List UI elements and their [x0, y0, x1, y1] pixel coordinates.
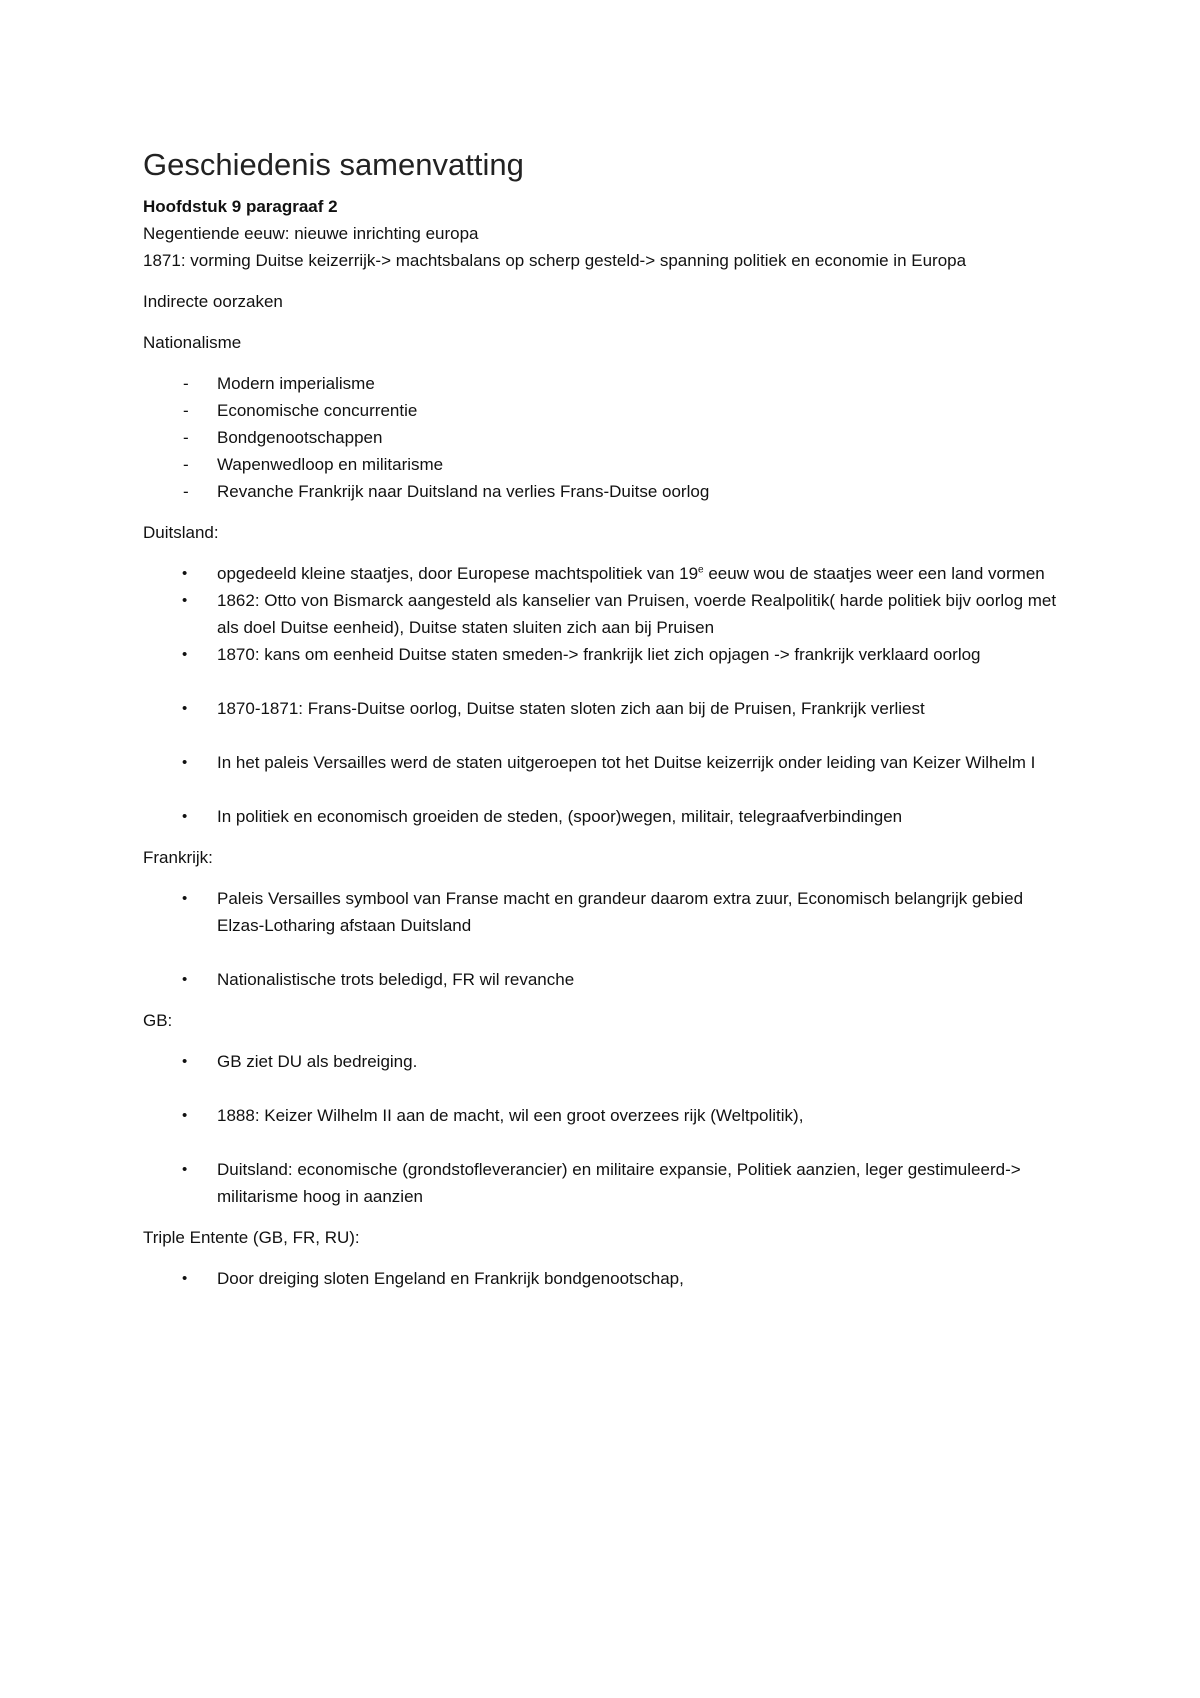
bullet-marker: •	[182, 808, 188, 825]
list-item: • opgedeeld kleine staatjes, door Europese machtspolitiek van 19e eeuw wou de staatjes weer een land vormen	[143, 560, 1063, 587]
list-item: • 1870: kans om eenheid Duitse staten smeden-> frankrijk liet zich opjagen -> frankrijk verklaard oorlog	[143, 641, 1063, 668]
list-item: - Revanche Frankrijk naar Duitsland na verlies Frans-Duitse oorlog	[143, 478, 1063, 505]
dash-list	[143, 370, 1063, 505]
list-item: • 1888: Keizer Wilhelm II aan de macht, wil een groot overzees rijk (Weltpolitik),	[143, 1102, 1063, 1129]
list-item: - Economische concurrentie	[143, 397, 1063, 424]
dash-marker: -	[183, 482, 189, 501]
chapter-subtitle: Hoofdstuk 9 paragraaf 2	[143, 197, 338, 216]
heading-nationalisme: Nationalisme	[143, 333, 242, 352]
list-item: • 1862: Otto von Bismarck aangesteld als kanselier van Pruisen, voerde Realpolitik( harde politiek bijv oorlog met als doel Duitse eenheid), Duitse staten sluiten zich aan bij Pruisen	[143, 587, 1063, 641]
bullet-marker: •	[182, 754, 188, 771]
list-item: - Wapenwedloop en militarisme	[143, 451, 1063, 478]
document-page	[143, 143, 1063, 1292]
bullet-marker: •	[182, 700, 188, 717]
dash-marker: -	[183, 401, 189, 420]
bullet-marker: •	[182, 1270, 188, 1287]
heading-frankrijk: Frankrijk:	[143, 848, 213, 867]
bullet-marker: •	[182, 971, 188, 988]
dash-marker: -	[183, 455, 189, 474]
heading-duitsland: Duitsland:	[143, 523, 219, 542]
list-item: • Door dreiging sloten Engeland en Frankrijk bondgenootschap,	[143, 1265, 1063, 1292]
intro-line-2: 1871: vorming Duitse keizerrijk-> machtsbalans op scherp gesteld-> spanning politiek en economie in Europa	[143, 251, 967, 270]
list-item: • In het paleis Versailles werd de staten uitgeroepen tot het Duitse keizerrijk onder leiding van Keizer Wilhelm I	[143, 749, 1063, 776]
list-item: • Duitsland: economische (grondstofleverancier) en militaire expansie, Politiek aanzien, leger gestimuleerd-> militarisme hoog in aanzien	[143, 1156, 1063, 1210]
list-item: - Bondgenootschappen	[143, 424, 1063, 451]
triple-entente-list	[143, 1265, 1063, 1292]
document-title: Geschiedenis samenvatting	[143, 147, 524, 182]
list-item: • Nationalistische trots beledigd, FR wil revanche	[143, 966, 1063, 993]
heading-indirecte-oorzaken: Indirecte oorzaken	[143, 292, 283, 311]
list-item: • 1870-1871: Frans-Duitse oorlog, Duitse staten sloten zich aan bij de Pruisen, Frankrijk verliest	[143, 695, 1063, 722]
intro-line-1: Negentiende eeuw: nieuwe inrichting europa	[143, 224, 479, 243]
dash-marker: -	[183, 428, 189, 447]
bullet-marker: •	[182, 1107, 188, 1124]
bullet-marker: •	[182, 592, 188, 609]
heading-triple-entente: Triple Entente (GB, FR, RU):	[143, 1228, 360, 1247]
bullet-marker: •	[182, 646, 188, 663]
bullet-marker: •	[182, 1053, 188, 1070]
list-item: • GB ziet DU als bedreiging.	[143, 1048, 1063, 1075]
heading-gb: GB:	[143, 1011, 173, 1030]
list-item: • Paleis Versailles symbool van Franse macht en grandeur daarom extra zuur, Economisch belangrijk gebied Elzas-Lotharing afstaan Duitsland	[143, 885, 1063, 939]
bullet-marker: •	[182, 1161, 188, 1178]
dash-marker: -	[183, 374, 189, 393]
duitsland-list	[143, 560, 1063, 830]
gb-list	[143, 1048, 1063, 1210]
bullet-marker: •	[182, 890, 188, 907]
frankrijk-list	[143, 885, 1063, 993]
bullet-marker: •	[182, 565, 188, 582]
list-item: - Modern imperialisme	[143, 370, 1063, 397]
list-item: • In politiek en economisch groeiden de steden, (spoor)wegen, militair, telegraafverbindingen	[143, 803, 1063, 830]
